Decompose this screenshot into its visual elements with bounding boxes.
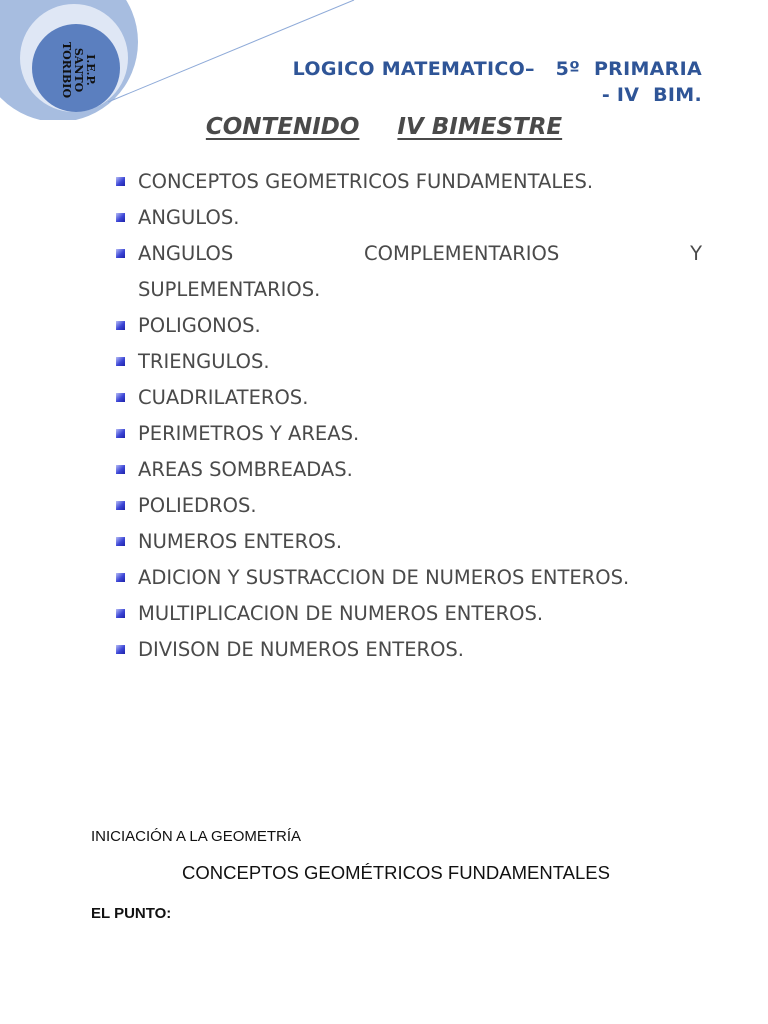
list-item [114, 236, 702, 272]
content-title-left: CONTENIDO [205, 114, 360, 140]
list-item [114, 380, 702, 416]
seal-line: SANTO [72, 47, 85, 93]
square-bullet-icon [116, 357, 125, 366]
content-title [0, 114, 768, 140]
content-title-right: IV BIMESTRE [397, 114, 563, 140]
topic-text: ANGULOS. [138, 206, 240, 229]
square-bullet-icon [116, 609, 125, 618]
square-bullet-icon [116, 393, 125, 402]
seal-line: I.E.P. [84, 54, 97, 86]
topic-text: NUMEROS ENTEROS. [138, 530, 343, 553]
topic-text: CONCEPTOS GEOMETRICOS FUNDAMENTALES. [138, 170, 594, 193]
topic-text: MULTIPLICACION DE NUMEROS ENTEROS. [138, 602, 544, 625]
square-bullet-icon [116, 465, 125, 474]
school-seal-text [48, 40, 108, 100]
topic-text: ANGULOS [138, 242, 234, 265]
topic-text: POLIEDROS. [138, 494, 257, 517]
list-item-continuation [114, 272, 702, 308]
topic-list [114, 164, 702, 668]
square-bullet-icon [116, 501, 125, 510]
list-item [114, 200, 702, 236]
topic-text: Y [690, 242, 702, 265]
topic-text: AREAS SOMBREADAS. [138, 458, 353, 481]
topic-text: POLIGONOS. [138, 314, 261, 337]
subheading: EL PUNTO: [91, 905, 172, 922]
topic-text: CUADRILATEROS. [138, 386, 309, 409]
topic-text: PERIMETROS Y AREAS. [138, 422, 360, 445]
list-item [114, 560, 702, 596]
topic-text: DIVISON DE NUMEROS ENTEROS. [138, 638, 464, 661]
square-bullet-icon [116, 213, 125, 222]
list-item [114, 596, 702, 632]
square-bullet-icon [116, 537, 125, 546]
list-item [114, 524, 702, 560]
square-bullet-icon [116, 429, 125, 438]
list-item [114, 164, 702, 200]
section-label: INICIACIÓN A LA GEOMETRÍA [91, 828, 302, 845]
header-line-1: LOGICO MATEMATICO– 5º PRIMARIA [292, 58, 702, 80]
list-item [114, 452, 702, 488]
topic-text: ADICION Y SUSTRACCION DE NUMEROS ENTEROS. [138, 566, 630, 589]
list-item [114, 632, 702, 668]
topic-text: COMPLEMENTARIOS [364, 242, 560, 265]
document-header [242, 56, 702, 108]
square-bullet-icon [116, 177, 125, 186]
square-bullet-icon [116, 645, 125, 654]
seal-line: TORIBIO [60, 41, 73, 99]
square-bullet-icon [116, 573, 125, 582]
list-item [114, 416, 702, 452]
topic-text: TRIENGULOS. [138, 350, 270, 373]
header-line-2: - IV BIM. [601, 84, 702, 106]
list-item [114, 308, 702, 344]
topic-text: SUPLEMENTARIOS. [138, 278, 321, 301]
section-heading: CONCEPTOS GEOMÉTRICOS FUNDAMENTALES [182, 862, 610, 883]
square-bullet-icon [116, 321, 125, 330]
list-item [114, 344, 702, 380]
square-bullet-icon [116, 249, 125, 258]
list-item [114, 488, 702, 524]
